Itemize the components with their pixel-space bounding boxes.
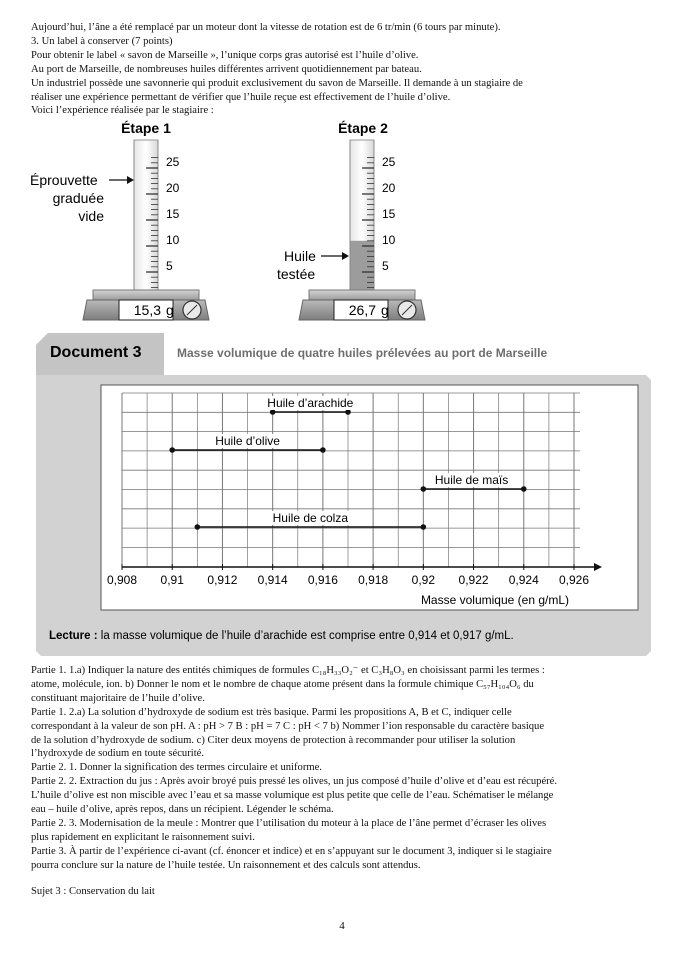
range-label: Huile de maïs <box>434 473 509 487</box>
x-axis-label: Masse volumique (en g/mL) <box>420 593 569 607</box>
x-tick-label: 0,916 <box>307 573 338 587</box>
x-tick-label: 0,91 <box>160 573 184 587</box>
question-line: Partie 2. 1. Donner la signification des termes circulaire et uniforme. <box>31 762 322 774</box>
step1-cylinder <box>134 140 180 298</box>
x-tick-label: 0,924 <box>508 573 539 587</box>
questions-text <box>31 664 661 899</box>
oil-fill <box>351 241 374 298</box>
range-max-point <box>345 409 351 415</box>
question-line: L’huile d’olive est non miscible avec l’eau et sa masse volumique est plus petite que celle de l’eau. Schématiser le mélange <box>31 790 554 802</box>
question-line: de la solution d’hydroxyde de sodium. c) Citer deux moyens de protection à recommander pour utiliser la solution <box>31 734 516 746</box>
tick-label: 25 <box>166 155 180 169</box>
x-tick-label: 0,918 <box>358 573 389 587</box>
question-line: atome, molécule, ion. b) Donner le nom et le nombre de chaque atome présent dans la formule chimique C₅₇H₁₀₄O₆ du <box>31 678 534 690</box>
tick-label: 5 <box>166 259 173 273</box>
question-line: correspondant à la valeur de son pH. A : pH > 7 B : pH = 7 C : pH < 7 b) Nommer l’ion responsable du caractère basique <box>31 720 545 732</box>
tick-label: 10 <box>382 233 396 247</box>
document-subtitle: Masse volumique de quatre huiles prélevées au port de Marseille <box>177 346 548 360</box>
document3-panel <box>36 333 651 656</box>
label-oil-line1: Huile <box>284 248 316 264</box>
tick-label: 10 <box>166 233 180 247</box>
range-bar <box>255 396 367 415</box>
label-tube-line3: vide <box>78 208 104 224</box>
mass-unit: g <box>381 302 389 318</box>
page-number: 4 <box>339 920 345 932</box>
question-line: plus rapidement en explicitant le raisonnement suivi. <box>31 831 255 843</box>
step1-mass-value: 15,3 <box>133 302 161 318</box>
range-label: Huile de colza <box>272 511 349 525</box>
reading-body: la masse volumique de l’huile d’arachide est comprise entre 0,914 et 0,917 g/mL. <box>97 630 514 642</box>
tick-label: 5 <box>382 259 389 273</box>
range-min-point <box>195 524 201 530</box>
section-heading: 3. Un label à conserver (7 points) <box>31 35 173 47</box>
tick-label: 15 <box>166 207 180 221</box>
tick-label: 25 <box>382 155 396 169</box>
label-oil-line2: testée <box>277 266 316 282</box>
intro-line: Pour obtenir le label « savon de Marseille », l’unique corps gras autorisé est l’huile d’olive. <box>31 49 419 61</box>
range-min-point <box>421 486 427 492</box>
range-max-point <box>521 486 527 492</box>
tick-label: 15 <box>382 207 396 221</box>
question-line: Partie 2. 2. Extraction du jus : Après avoir broyé puis pressé les olives, un jus composé d’huile d’olive et d’eau est récupéré. <box>31 776 558 788</box>
x-tick-label: 0,912 <box>207 573 238 587</box>
intro-line: Un industriel possède une savonnerie qui produit exclusivement du savon de Marseille. Il demande à un stagiaire de <box>31 77 523 89</box>
range-max-point <box>320 447 326 453</box>
question-line: Partie 1. 2.a) La solution d’hydroxyde de sodium est très basique. Parmi les propositions A, B et C, indiquer celle <box>31 706 512 718</box>
intro-line: Au port de Marseille, de nombreuses huiles différentes arrivent quotidiennement par bateau. <box>31 63 422 75</box>
intro-line: Voici l’expérience réalisée par le stagiaire : <box>31 105 214 117</box>
document-title: Document 3 <box>50 344 142 361</box>
question-line: Partie 3. À partir de l’expérience ci-avant (cf. énoncer et indice) et en s’appuyant sur le document 3, indiquer si le stagiaire <box>31 845 552 857</box>
intro-text <box>31 21 661 118</box>
label-tube-line2: graduée <box>52 190 104 206</box>
range-label: Huile d’arachide <box>267 396 354 410</box>
range-min-point <box>270 409 276 415</box>
question-line: constituant majoritaire de l’huile d’olive. <box>31 692 205 704</box>
step2-title: Étape 2 <box>338 120 388 136</box>
question-line: Partie 1. 1.a) Indiquer la nature des entités chimiques de formules C₁₈H₃₃O₂⁻ et C₃H₈O₃ en choisissant parmi les termes : <box>31 665 545 676</box>
range-label: Huile d’olive <box>215 434 280 448</box>
experiment-figure <box>30 116 426 330</box>
reading-label: Lecture : <box>49 630 98 642</box>
step1-title: Étape 1 <box>121 120 171 136</box>
question-line: eau – huile d’olive, après repos, dans un récipient. Légender le schéma. <box>31 804 334 816</box>
range-min-point <box>169 447 175 453</box>
reading-text <box>49 630 514 642</box>
step2-cylinder <box>350 140 396 298</box>
x-tick-label: 0,922 <box>458 573 489 587</box>
x-tick-label: 0,914 <box>257 573 288 587</box>
x-tick-label: 0,926 <box>558 573 590 587</box>
x-tick-label: 0,908 <box>106 573 138 587</box>
question-line: Partie 2. 3. Modernisation de la meule : Montrer que l’utilisation du moteur à la place de l’âne permet d’écraser les olives <box>31 817 547 829</box>
intro-line: Aujourd’hui, l’âne a été remplacé par un moteur dont la vitesse de rotation est de 6 tr/min (6 tours par minute). <box>31 22 501 33</box>
step1-scale <box>83 290 209 320</box>
range-max-point <box>421 524 427 530</box>
step2-scale <box>299 290 425 320</box>
x-tick-label: 0,92 <box>411 573 436 587</box>
sujet-heading: Sujet 3 : Conservation du lait <box>31 885 155 897</box>
arrow-icon <box>109 176 134 184</box>
step2-mass-value: 26,7 <box>348 302 376 318</box>
label-tube-line1: Éprouvette <box>30 172 98 188</box>
mass-unit: g <box>166 302 174 318</box>
arrow-icon <box>321 252 349 260</box>
tick-label: 20 <box>166 181 180 195</box>
document3-svg <box>36 333 651 656</box>
range-bar <box>421 473 527 492</box>
tick-label: 20 <box>382 181 396 195</box>
intro-line: réaliser une expérience permettant de vérifier que l’huile reçue est effectivement de l’huile d’olive. <box>31 91 451 103</box>
experiment-svg <box>30 116 426 330</box>
question-line: l’hydroxyde de sodium en toute sécurité. <box>31 748 204 760</box>
question-line: pourra conclure sur la nature de l’huile testée. Un raisonnement et des calculs sont attendus. <box>31 859 421 871</box>
